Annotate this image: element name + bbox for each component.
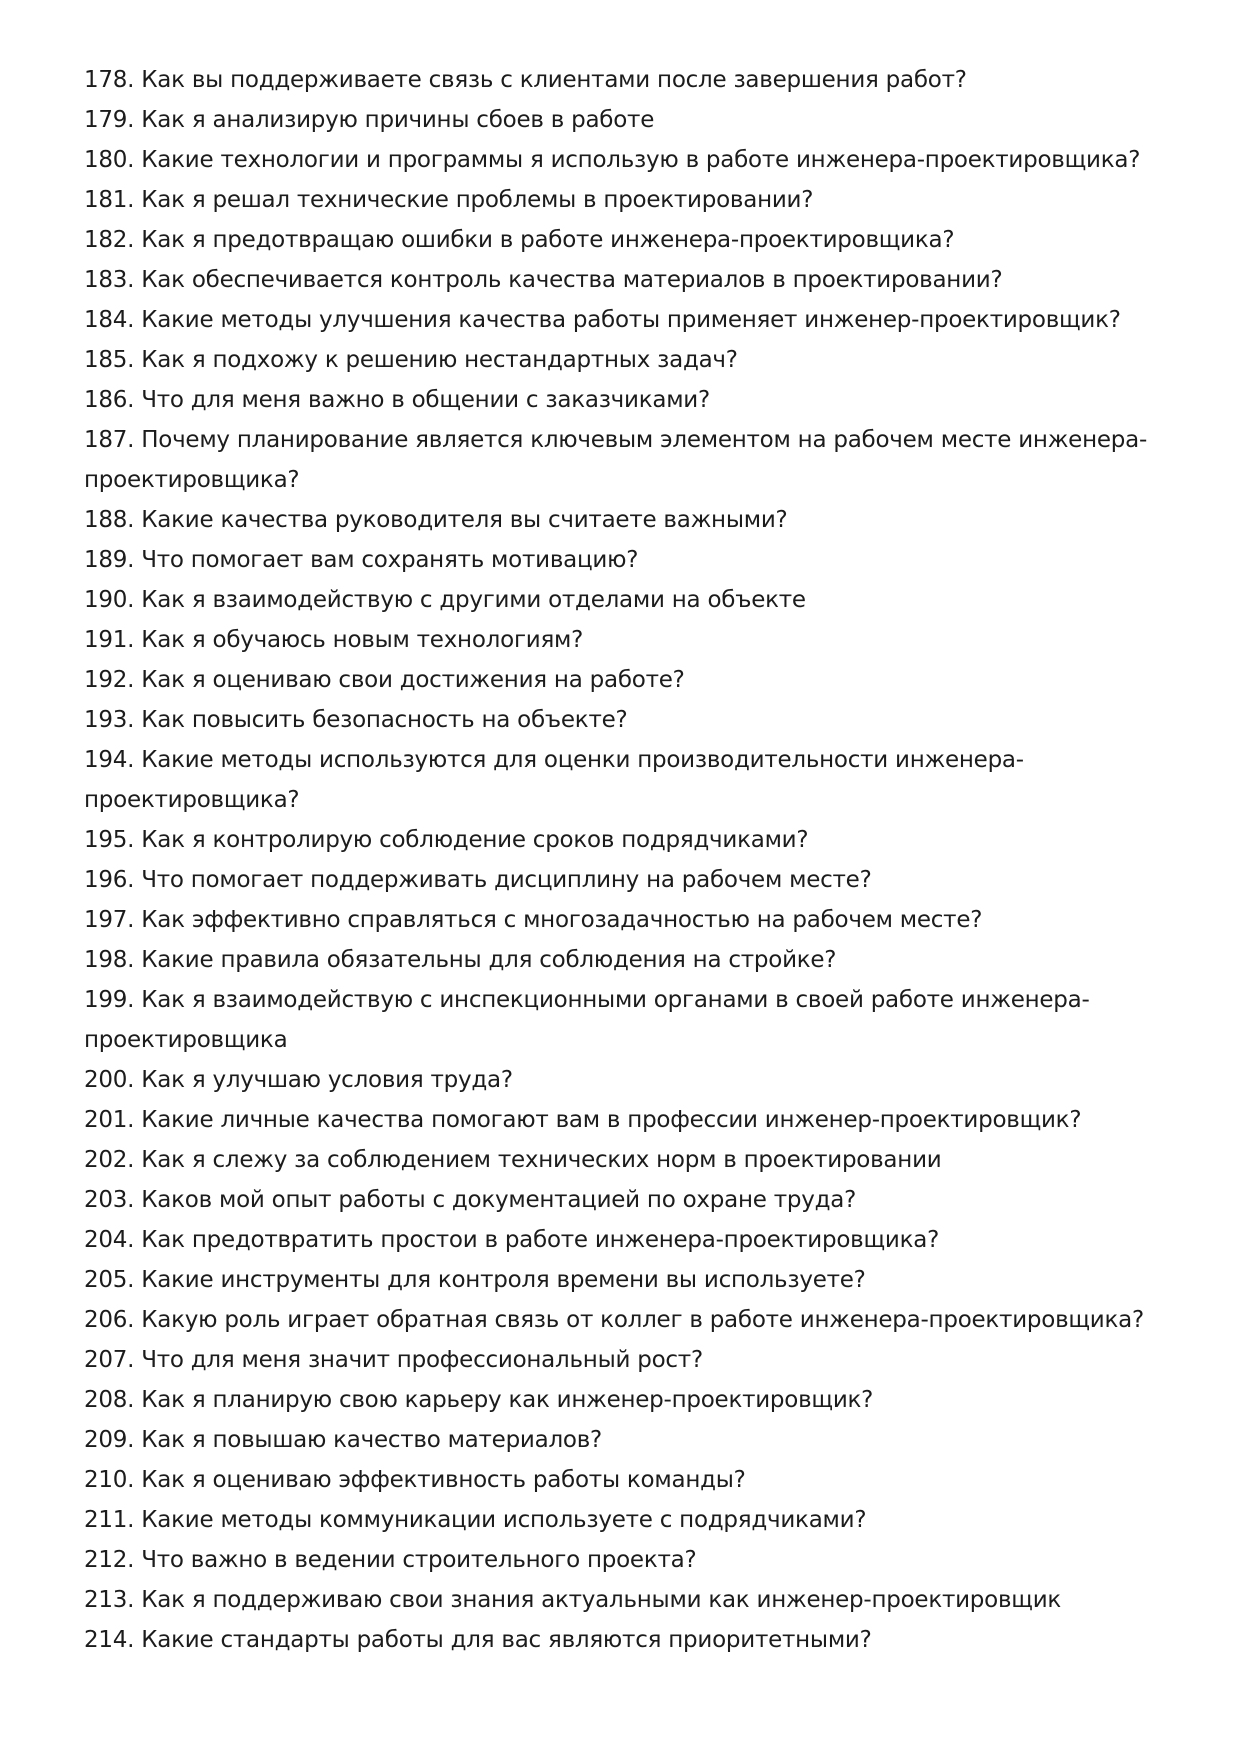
item-text: Что помогает поддерживать дисциплину на рабочем месте?: [141, 867, 872, 893]
item-number: 193.: [84, 707, 135, 733]
item-text: Как предотвратить простои в работе инженера-проектировщика?: [141, 1227, 940, 1253]
item-text: Как я подхожу к решению нестандартных задач?: [141, 347, 738, 373]
list-item: [84, 1580, 1164, 1620]
item-text: Как я улучшаю условия труда?: [141, 1067, 513, 1093]
item-text: Какие качества руководителя вы считаете важными?: [141, 507, 788, 533]
list-item: [84, 1460, 1164, 1500]
list-item: [84, 180, 1164, 220]
list-item: [84, 380, 1164, 420]
item-number: 203.: [84, 1187, 135, 1213]
item-text: Какие методы улучшения качества работы применяет инженер-проектировщик?: [141, 307, 1121, 333]
question-list: [84, 60, 1164, 1660]
list-item: [84, 900, 1164, 940]
item-text: Как я оцениваю свои достижения на работе?: [141, 667, 685, 693]
item-number: 185.: [84, 347, 135, 373]
item-text: Как обеспечивается контроль качества материалов в проектировании?: [141, 267, 1003, 293]
list-item: [84, 340, 1164, 380]
list-item: [84, 300, 1164, 340]
list-item: [84, 1180, 1164, 1220]
item-number: 180.: [84, 147, 135, 173]
list-item: [84, 580, 1164, 620]
item-number: 200.: [84, 1067, 135, 1093]
item-text: Какие инструменты для контроля времени вы используете?: [141, 1267, 866, 1293]
list-item: [84, 740, 1164, 820]
list-item: [84, 980, 1164, 1060]
document-page: [84, 60, 1164, 1660]
list-item: [84, 660, 1164, 700]
item-text: Какие личные качества помогают вам в профессии инженер-проектировщик?: [141, 1107, 1082, 1133]
item-text: Что для меня значит профессиональный рост?: [141, 1347, 703, 1373]
item-text: Какие методы используются для оценки производительности инженера-проектировщика?: [84, 747, 1024, 813]
item-number: 196.: [84, 867, 135, 893]
item-number: 178.: [84, 67, 135, 93]
list-item: [84, 1500, 1164, 1540]
item-number: 199.: [84, 987, 135, 1013]
item-text: Как я повышаю качество материалов?: [141, 1427, 603, 1453]
item-text: Как вы поддерживаете связь с клиентами после завершения работ?: [141, 67, 967, 93]
item-number: 210.: [84, 1467, 135, 1493]
item-number: 188.: [84, 507, 135, 533]
item-number: 190.: [84, 587, 135, 613]
item-text: Как я решал технические проблемы в проектировании?: [141, 187, 814, 213]
list-item: [84, 420, 1164, 500]
item-text: Как я обучаюсь новым технологиям?: [141, 627, 584, 653]
list-item: [84, 1100, 1164, 1140]
list-item: [84, 1540, 1164, 1580]
item-number: 205.: [84, 1267, 135, 1293]
list-item: [84, 60, 1164, 100]
item-text: Какую роль играет обратная связь от коллег в работе инженера-проектировщика?: [141, 1307, 1144, 1333]
item-number: 198.: [84, 947, 135, 973]
list-item: [84, 260, 1164, 300]
list-item: [84, 1260, 1164, 1300]
item-number: 209.: [84, 1427, 135, 1453]
list-item: [84, 860, 1164, 900]
item-number: 212.: [84, 1547, 135, 1573]
list-item: [84, 620, 1164, 660]
item-number: 189.: [84, 547, 135, 573]
list-item: [84, 1340, 1164, 1380]
item-number: 184.: [84, 307, 135, 333]
list-item: [84, 540, 1164, 580]
item-text: Как я контролирую соблюдение сроков подрядчиками?: [141, 827, 809, 853]
item-number: 187.: [84, 427, 135, 453]
item-text: Как я взаимодействую с инспекционными органами в своей работе инженера-проектировщика: [84, 987, 1090, 1053]
item-text: Как я слежу за соблюдением технических норм в проектировании: [141, 1147, 942, 1173]
item-number: 201.: [84, 1107, 135, 1133]
list-item: [84, 220, 1164, 260]
item-number: 206.: [84, 1307, 135, 1333]
item-number: 202.: [84, 1147, 135, 1173]
list-item: [84, 500, 1164, 540]
item-number: 194.: [84, 747, 135, 773]
item-text: Как я анализирую причины сбоев в работе: [141, 107, 655, 133]
item-number: 192.: [84, 667, 135, 693]
list-item: [84, 700, 1164, 740]
list-item: [84, 820, 1164, 860]
list-item: [84, 1300, 1164, 1340]
item-text: Как я оцениваю эффективность работы команды?: [141, 1467, 746, 1493]
item-number: 191.: [84, 627, 135, 653]
list-item: [84, 1060, 1164, 1100]
list-item: [84, 1420, 1164, 1460]
item-number: 179.: [84, 107, 135, 133]
item-text: Какие технологии и программы я использую в работе инженера-проектировщика?: [141, 147, 1141, 173]
list-item: [84, 1220, 1164, 1260]
item-number: 181.: [84, 187, 135, 213]
item-number: 186.: [84, 387, 135, 413]
item-text: Каков мой опыт работы с документацией по охране труда?: [141, 1187, 857, 1213]
item-text: Как я взаимодействую с другими отделами на объекте: [141, 587, 806, 613]
item-text: Как повысить безопасность на объекте?: [141, 707, 628, 733]
item-text: Как я поддерживаю свои знания актуальными как инженер-проектировщик: [141, 1587, 1062, 1613]
item-number: 214.: [84, 1627, 135, 1653]
item-text: Какие методы коммуникации используете с подрядчиками?: [141, 1507, 867, 1533]
item-text: Что важно в ведении строительного проекта?: [141, 1547, 697, 1573]
list-item: [84, 940, 1164, 980]
list-item: [84, 1140, 1164, 1180]
list-item: [84, 1620, 1164, 1660]
item-number: 208.: [84, 1387, 135, 1413]
item-text: Почему планирование является ключевым элементом на рабочем месте инженера-проектировщика?: [84, 427, 1148, 493]
item-number: 204.: [84, 1227, 135, 1253]
item-text: Как эффективно справляться с многозадачностью на рабочем месте?: [141, 907, 983, 933]
list-item: [84, 1380, 1164, 1420]
item-number: 197.: [84, 907, 135, 933]
item-number: 182.: [84, 227, 135, 253]
item-text: Что для меня важно в общении с заказчиками?: [141, 387, 710, 413]
item-number: 213.: [84, 1587, 135, 1613]
item-text: Какие правила обязательны для соблюдения на стройке?: [141, 947, 837, 973]
item-number: 195.: [84, 827, 135, 853]
list-item: [84, 140, 1164, 180]
item-number: 183.: [84, 267, 135, 293]
item-number: 207.: [84, 1347, 135, 1373]
list-item: [84, 100, 1164, 140]
item-number: 211.: [84, 1507, 135, 1533]
item-text: Что помогает вам сохранять мотивацию?: [141, 547, 639, 573]
item-text: Какие стандарты работы для вас являются приоритетными?: [141, 1627, 872, 1653]
item-text: Как я предотвращаю ошибки в работе инженера-проектировщика?: [141, 227, 955, 253]
item-text: Как я планирую свою карьеру как инженер-проектировщик?: [141, 1387, 874, 1413]
